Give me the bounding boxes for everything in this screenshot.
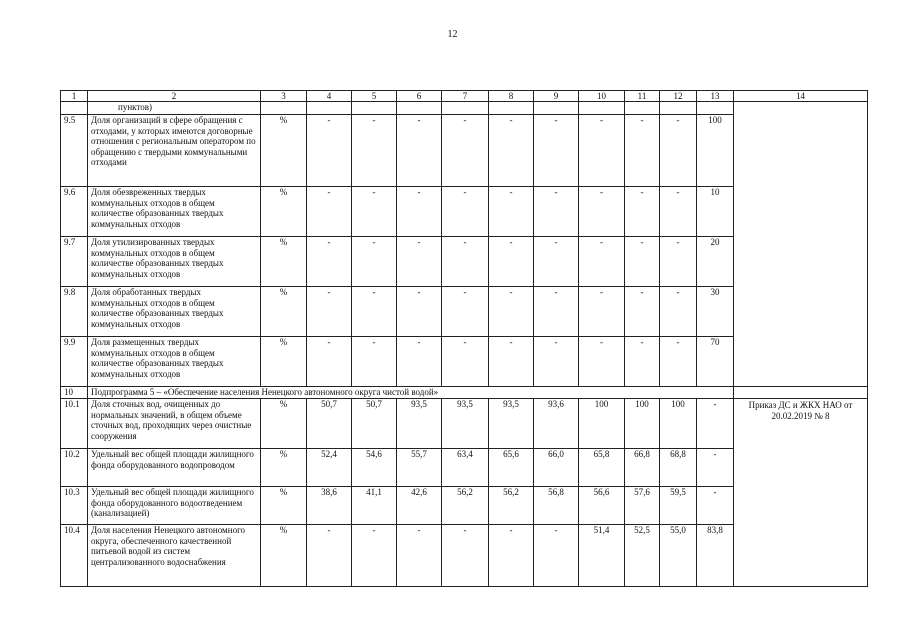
header-cell: 4 bbox=[307, 91, 352, 102]
unit: % bbox=[261, 287, 307, 337]
header-cell: 8 bbox=[489, 91, 534, 102]
value-cell: - bbox=[352, 337, 397, 387]
value-cell: - bbox=[625, 287, 660, 337]
header-cell: 10 bbox=[579, 91, 625, 102]
value-cell: - bbox=[442, 187, 489, 237]
value-cell: - bbox=[489, 187, 534, 237]
value-cell: 100 bbox=[660, 399, 697, 449]
row-number: 9.8 bbox=[61, 287, 88, 337]
value-cell: 93,5 bbox=[489, 399, 534, 449]
value-cell: - bbox=[397, 525, 442, 587]
continuation-row bbox=[61, 102, 868, 115]
value-cell: - bbox=[625, 187, 660, 237]
continuation-text: пунктов) bbox=[88, 102, 261, 115]
unit: % bbox=[261, 487, 307, 525]
value-cell: - bbox=[534, 337, 579, 387]
value-cell: 93,5 bbox=[442, 399, 489, 449]
header-cell: 3 bbox=[261, 91, 307, 102]
cell bbox=[397, 102, 442, 115]
value-cell: - bbox=[397, 287, 442, 337]
value-cell: 56,6 bbox=[579, 487, 625, 525]
value-cell: - bbox=[489, 525, 534, 587]
value-cell: 42,6 bbox=[397, 487, 442, 525]
value-cell: - bbox=[442, 525, 489, 587]
section-number: 10 bbox=[61, 387, 88, 399]
value-cell: - bbox=[579, 115, 625, 187]
indicator-name: Доля обработанных твердых коммунальных отходов в общем количестве образованных твердых коммунальных отходов bbox=[88, 287, 261, 337]
unit: % bbox=[261, 525, 307, 587]
header-cell: 5 bbox=[352, 91, 397, 102]
value-cell: 55,7 bbox=[397, 449, 442, 487]
header-cell: 14 bbox=[734, 91, 868, 102]
value-cell: - bbox=[534, 115, 579, 187]
value-cell: - bbox=[397, 115, 442, 187]
header-cell: 11 bbox=[625, 91, 660, 102]
cell bbox=[660, 102, 697, 115]
value-cell: 100 bbox=[579, 399, 625, 449]
value-cell: 41,1 bbox=[352, 487, 397, 525]
header-cell: 1 bbox=[61, 91, 88, 102]
row-number: 10.2 bbox=[61, 449, 88, 487]
unit: % bbox=[261, 399, 307, 449]
value-cell: 50,7 bbox=[352, 399, 397, 449]
indicators-table bbox=[60, 90, 868, 587]
value-cell: - bbox=[660, 337, 697, 387]
header-cell: 6 bbox=[397, 91, 442, 102]
value-cell: 56,2 bbox=[489, 487, 534, 525]
cell bbox=[61, 102, 88, 115]
value-cell: 38,6 bbox=[307, 487, 352, 525]
unit: % bbox=[261, 237, 307, 287]
value-cell: - bbox=[442, 115, 489, 187]
value-cell: 65,6 bbox=[489, 449, 534, 487]
value-cell: 56,8 bbox=[534, 487, 579, 525]
indicator-name: Удельный вес общей площади жилищного фонда оборудованного водоотведением (канализацией) bbox=[88, 487, 261, 525]
value-cell: - bbox=[697, 399, 734, 449]
cell bbox=[579, 102, 625, 115]
indicator-name: Удельный вес общей площади жилищного фонда оборудованного водопроводом bbox=[88, 449, 261, 487]
cell bbox=[625, 102, 660, 115]
indicator-name: Доля организаций в сфере обращения с отходами, у которых имеются договорные отношения с региональным оператором по обращению с твердыми коммунальными отходами bbox=[88, 115, 261, 187]
value-cell: - bbox=[697, 487, 734, 525]
row-number: 9.6 bbox=[61, 187, 88, 237]
value-cell: - bbox=[625, 337, 660, 387]
header-cell: 13 bbox=[697, 91, 734, 102]
value-cell: - bbox=[579, 287, 625, 337]
value-cell: - bbox=[534, 525, 579, 587]
value-cell: - bbox=[660, 115, 697, 187]
value-cell: 93,5 bbox=[397, 399, 442, 449]
value-cell: 56,2 bbox=[442, 487, 489, 525]
value-cell: - bbox=[489, 337, 534, 387]
value-cell: - bbox=[625, 237, 660, 287]
row-number: 9.7 bbox=[61, 237, 88, 287]
value-cell: 63,4 bbox=[442, 449, 489, 487]
value-cell: 52,4 bbox=[307, 449, 352, 487]
row-number: 10.3 bbox=[61, 487, 88, 525]
indicator-name: Доля утилизированных твердых коммунальных отходов в общем количестве образованных твердых коммунальных отходов bbox=[88, 237, 261, 287]
value-cell: - bbox=[579, 337, 625, 387]
value-cell: 54,6 bbox=[352, 449, 397, 487]
value-cell: 30 bbox=[697, 287, 734, 337]
legal-basis: Приказ ДС и ЖКХ НАО от 20.02.2019 № 8 bbox=[734, 399, 868, 587]
value-cell: - bbox=[307, 337, 352, 387]
indicator-name: Доля сточных вод, очищенных до нормальных значений, в общем объеме сточных вод, проходящих через очистные сооружения bbox=[88, 399, 261, 449]
value-cell: 51,4 bbox=[579, 525, 625, 587]
value-cell: 66,0 bbox=[534, 449, 579, 487]
value-cell: - bbox=[660, 287, 697, 337]
value-cell: 68,8 bbox=[660, 449, 697, 487]
value-cell: - bbox=[307, 287, 352, 337]
value-cell: 59,5 bbox=[660, 487, 697, 525]
value-cell: - bbox=[442, 287, 489, 337]
value-cell: - bbox=[352, 187, 397, 237]
cell bbox=[489, 102, 534, 115]
value-cell: - bbox=[660, 237, 697, 287]
value-cell: 20 bbox=[697, 237, 734, 287]
header-row bbox=[61, 91, 868, 102]
value-cell: - bbox=[579, 237, 625, 287]
value-cell: - bbox=[352, 115, 397, 187]
header-cell: 9 bbox=[534, 91, 579, 102]
header-cell: 12 bbox=[660, 91, 697, 102]
unit: % bbox=[261, 187, 307, 237]
value-cell: 93,6 bbox=[534, 399, 579, 449]
cell bbox=[734, 387, 868, 399]
value-cell: - bbox=[352, 237, 397, 287]
cell bbox=[534, 102, 579, 115]
value-cell: - bbox=[307, 525, 352, 587]
value-cell: - bbox=[442, 237, 489, 287]
value-cell: - bbox=[534, 187, 579, 237]
value-cell: - bbox=[307, 187, 352, 237]
value-cell: 50,7 bbox=[307, 399, 352, 449]
value-cell: - bbox=[489, 287, 534, 337]
row-number: 10.1 bbox=[61, 399, 88, 449]
header-cell: 7 bbox=[442, 91, 489, 102]
value-cell: - bbox=[534, 237, 579, 287]
value-cell: 65,8 bbox=[579, 449, 625, 487]
unit: % bbox=[261, 115, 307, 187]
value-cell: - bbox=[697, 449, 734, 487]
value-cell: 52,5 bbox=[625, 525, 660, 587]
value-cell: - bbox=[307, 237, 352, 287]
value-cell: 70 bbox=[697, 337, 734, 387]
value-cell: - bbox=[352, 287, 397, 337]
value-cell: 10 bbox=[697, 187, 734, 237]
value-cell: 57,6 bbox=[625, 487, 660, 525]
value-cell: - bbox=[397, 237, 442, 287]
value-cell: - bbox=[489, 237, 534, 287]
row-number: 9.9 bbox=[61, 337, 88, 387]
value-cell: - bbox=[579, 187, 625, 237]
indicator-name: Доля населения Ненецкого автономного округа, обеспеченного качественной питьевой водой из систем централизованного водоснабжения bbox=[88, 525, 261, 587]
value-cell: - bbox=[625, 115, 660, 187]
value-cell: 66,8 bbox=[625, 449, 660, 487]
value-cell: - bbox=[397, 187, 442, 237]
unit: % bbox=[261, 337, 307, 387]
cell bbox=[261, 102, 307, 115]
value-cell: - bbox=[660, 187, 697, 237]
page-number: 12 bbox=[447, 29, 458, 40]
value-cell: - bbox=[534, 287, 579, 337]
value-cell: 55,0 bbox=[660, 525, 697, 587]
cell bbox=[697, 102, 734, 115]
unit: % bbox=[261, 449, 307, 487]
cell bbox=[352, 102, 397, 115]
cell bbox=[307, 102, 352, 115]
table-row bbox=[61, 399, 868, 449]
value-cell: - bbox=[352, 525, 397, 587]
value-cell: - bbox=[397, 337, 442, 387]
value-cell: - bbox=[489, 115, 534, 187]
indicator-name: Доля обезвреженных твердых коммунальных отходов в общем количестве образованных твердых коммунальных отходов bbox=[88, 187, 261, 237]
row-number: 9.5 bbox=[61, 115, 88, 187]
value-cell: 100 bbox=[625, 399, 660, 449]
cell bbox=[442, 102, 489, 115]
value-cell: 83,8 bbox=[697, 525, 734, 587]
section-title: Подпрограмма 5 – «Обеспечение населения Ненецкого автономного округа чистой водой» bbox=[88, 387, 734, 399]
indicator-name: Доля размещенных твердых коммунальных отходов в общем количестве образованных твердых коммунальных отходов bbox=[88, 337, 261, 387]
value-cell: - bbox=[307, 115, 352, 187]
value-cell: - bbox=[442, 337, 489, 387]
header-cell: 2 bbox=[88, 91, 261, 102]
empty-notes-cell bbox=[734, 102, 868, 387]
row-number: 10.4 bbox=[61, 525, 88, 587]
value-cell: 100 bbox=[697, 115, 734, 187]
section-row bbox=[61, 387, 868, 399]
